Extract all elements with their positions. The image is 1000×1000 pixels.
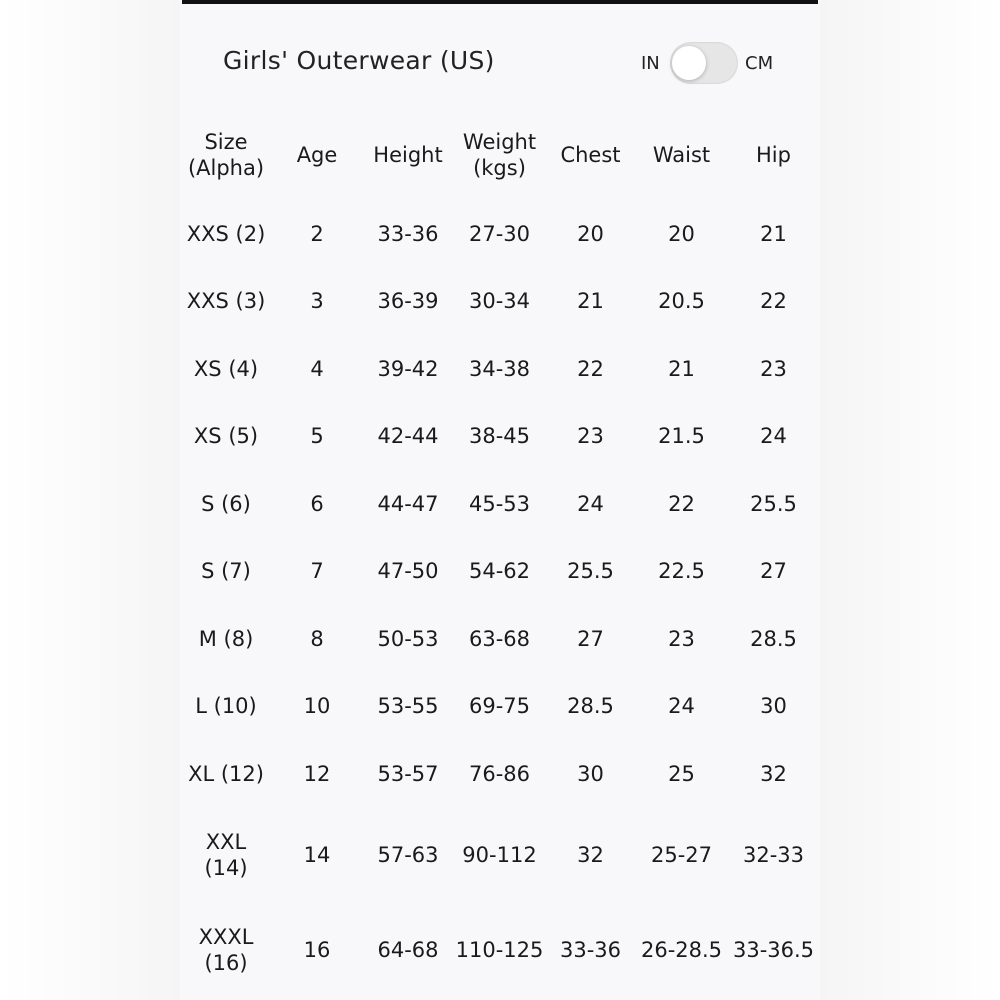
cell-hip: 32-33	[742, 842, 805, 867]
unit-label-in[interactable]: IN	[641, 53, 660, 74]
table-row	[180, 335, 820, 403]
cell-size: XXS (2)	[186, 221, 266, 246]
cell-weight: 27-30	[468, 221, 531, 246]
cell-age: 7	[310, 559, 324, 584]
cell-hip: 30	[760, 694, 787, 719]
cell-height: 42-44	[377, 424, 439, 449]
cell-age: 12	[303, 761, 331, 786]
cell-size: XXS (3)	[186, 289, 266, 314]
cell-hip: 25.5	[750, 491, 797, 516]
backdrop-left	[0, 0, 180, 1000]
cell-hip: 32	[760, 761, 787, 786]
cell-age: 10	[303, 694, 331, 719]
cell-height: 33-36	[377, 221, 439, 246]
table-row	[180, 605, 820, 673]
cell-chest: 30	[577, 761, 604, 786]
cell-age: 14	[303, 842, 331, 867]
cell-waist: 25	[668, 761, 695, 786]
table-row	[180, 740, 820, 808]
cell-chest: 23	[577, 424, 604, 449]
cell-chest: 33-36	[559, 937, 622, 962]
cell-age: 6	[310, 491, 324, 516]
cell-height: 39-42	[377, 356, 439, 381]
cell-weight: 69-75	[468, 694, 531, 719]
backdrop-right	[820, 0, 1000, 1000]
cell-waist: 25-27	[650, 842, 713, 867]
table-row	[180, 673, 820, 741]
table-row	[180, 470, 820, 538]
cell-hip: 24	[760, 424, 787, 449]
table-row	[180, 902, 820, 998]
cell-hip: 33-36.5	[732, 937, 815, 962]
cell-waist: 20	[668, 221, 695, 246]
column-header-height: Height	[373, 143, 443, 167]
cell-age: 8	[310, 626, 324, 651]
column-header-age: Age	[296, 143, 338, 167]
cell-size: S (6)	[201, 491, 251, 516]
cell-size: XXXL (16)	[198, 924, 254, 975]
cell-weight: 63-68	[468, 626, 531, 651]
cell-weight: 38-45	[468, 424, 531, 449]
cell-weight: 76-86	[468, 761, 531, 786]
cell-chest: 22	[577, 356, 604, 381]
cell-age: 3	[310, 289, 324, 314]
cell-age: 16	[303, 937, 331, 962]
cell-weight: 110-125	[455, 937, 544, 962]
column-header-waist: Waist	[652, 143, 711, 167]
cell-size: XS (4)	[193, 356, 259, 381]
cell-chest: 28.5	[567, 694, 614, 719]
table-row	[180, 808, 820, 902]
cell-age: 2	[310, 221, 324, 246]
cell-size: XS (5)	[193, 424, 259, 449]
size-table	[180, 110, 820, 998]
cell-hip: 23	[760, 356, 787, 381]
cell-waist: 22	[668, 491, 695, 516]
cell-waist: 21	[668, 356, 695, 381]
cell-chest: 25.5	[567, 559, 614, 584]
unit-toggle[interactable]	[670, 42, 738, 84]
cell-weight: 30-34	[468, 289, 531, 314]
cell-chest: 20	[577, 221, 604, 246]
column-header-weight: Weight (kgs)	[462, 130, 537, 180]
column-header-chest: Chest	[560, 143, 621, 167]
cell-hip: 27	[760, 559, 787, 584]
page-title: Girls' Outerwear (US)	[223, 46, 495, 75]
table-row	[180, 268, 820, 336]
table-row	[180, 403, 820, 471]
cell-height: 47-50	[377, 559, 439, 584]
size-chart-panel	[180, 0, 820, 1000]
cell-hip: 28.5	[750, 626, 797, 651]
cell-hip: 22	[760, 289, 787, 314]
cell-height: 53-57	[377, 761, 439, 786]
table-row	[180, 200, 820, 268]
cell-height: 64-68	[377, 937, 439, 962]
cell-age: 4	[310, 356, 324, 381]
cell-weight: 90-112	[462, 842, 537, 867]
cell-height: 36-39	[377, 289, 439, 314]
cell-chest: 21	[577, 289, 604, 314]
cell-height: 57-63	[377, 842, 439, 867]
column-header-hip: Hip	[756, 143, 791, 167]
toggle-knob[interactable]	[672, 46, 706, 80]
cell-weight: 45-53	[468, 491, 531, 516]
cell-waist: 24	[668, 694, 695, 719]
cell-age: 5	[310, 424, 324, 449]
cell-waist: 23	[668, 626, 695, 651]
cell-size: S (7)	[201, 559, 251, 584]
cell-weight: 54-62	[468, 559, 531, 584]
cell-chest: 24	[577, 491, 604, 516]
column-header-size: Size (Alpha)	[187, 130, 265, 180]
top-divider	[182, 0, 818, 4]
cell-size: XXL (14)	[204, 829, 248, 880]
cell-chest: 32	[577, 842, 604, 867]
cell-height: 44-47	[377, 491, 439, 516]
cell-chest: 27	[577, 626, 604, 651]
table-header-row	[180, 110, 820, 200]
cell-weight: 34-38	[468, 356, 531, 381]
cell-waist: 26-28.5	[640, 937, 723, 962]
cell-size: XL (12)	[188, 761, 264, 786]
unit-label-cm[interactable]: CM	[745, 53, 774, 74]
cell-size: M (8)	[198, 626, 254, 651]
cell-height: 50-53	[377, 626, 439, 651]
cell-height: 53-55	[377, 694, 439, 719]
cell-waist: 21.5	[658, 424, 705, 449]
cell-size: L (10)	[195, 694, 257, 719]
cell-waist: 22.5	[658, 559, 705, 584]
cell-waist: 20.5	[658, 289, 705, 314]
cell-hip: 21	[760, 221, 787, 246]
table-row	[180, 538, 820, 606]
